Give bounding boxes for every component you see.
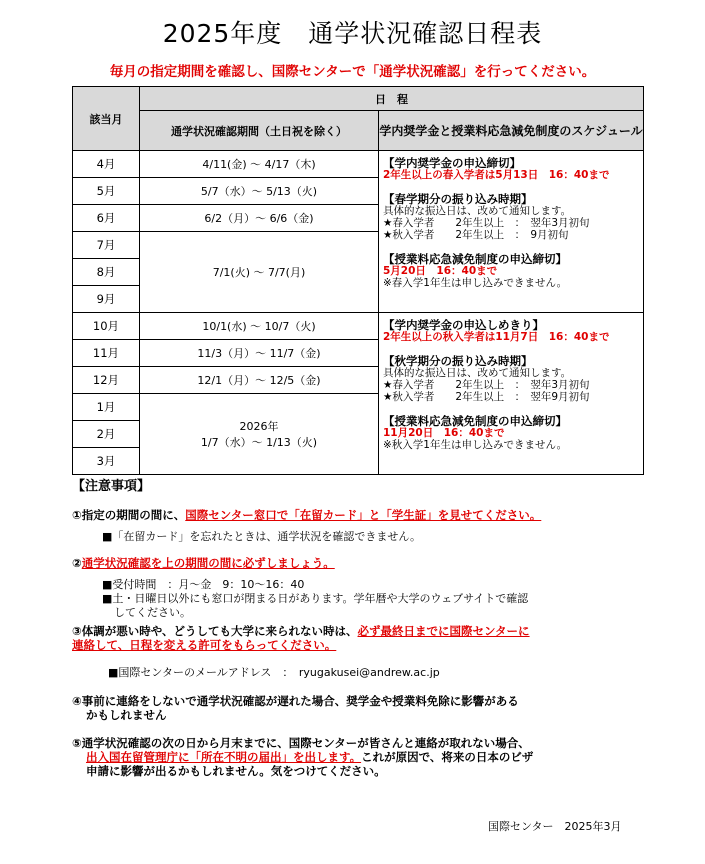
month-header: 該当月 — [73, 87, 140, 151]
spring-tuition-heading: 【授業料応急減免制度の申込締切】 — [383, 252, 567, 266]
month-cell: 1月 — [73, 394, 140, 421]
fall-transfer-note: 具体的な振込日は、改めて通知します。 — [383, 367, 572, 379]
spring-scholarship-deadline: 2年生以上の春入学者は5月13日 16：40まで — [383, 169, 610, 181]
month-cell: 2月 — [73, 421, 140, 448]
month-cell: 3月 — [73, 448, 140, 475]
period-header: 通学状況確認期間（土日祝を除く） — [140, 111, 379, 151]
fall-schedule — [379, 313, 644, 475]
fall-scholarship-heading: 【学内奨学金の申込しめきり】 — [383, 318, 544, 332]
period-dates: 1/7（水）～ 1/13（火) — [200, 436, 318, 449]
note-2-sub2: ■土・日曜日以外にも窓口が閉まる日があります。学年暦や大学のウェブサイトで確認 — [102, 592, 529, 605]
month-cell: 5月 — [73, 178, 140, 205]
footer: 国際センター 2025年3月 — [488, 820, 622, 833]
fall-tuition-note: ※秋入学1年生は申し込みできません。 — [383, 439, 568, 451]
month-cell: 11月 — [73, 340, 140, 367]
fall-tuition-deadline: 11月20日 16：40まで — [383, 427, 505, 439]
spring-schedule — [379, 151, 644, 313]
fall-transfer-spring: ★春入学者 2年生以上 ： 翌年3月初旬 — [383, 379, 590, 391]
month-cell: 8月 — [73, 259, 140, 286]
page-title: 2025年度 通学状況確認日程表 — [162, 19, 543, 48]
notes-section — [72, 480, 652, 778]
schedule-table — [72, 86, 644, 475]
fall-transfer-heading: 【秋学期分の振り込み時期】 — [383, 354, 533, 368]
spring-transfer-spring: ★春入学者 2年生以上 ： 翌年3月初旬 — [383, 217, 590, 229]
note-3: ③体調が悪い時や、どうしても大学に来られない時は、必ず最終日までに国際センターに 連絡して、日程を変える許可をもらってください。 — [72, 624, 530, 652]
note-4: ④事前に連絡をしないで通学状況確認が遅れた場合、奨学金や授業料免除に影響がある かもしれません — [72, 694, 519, 722]
note-3-email: ■国際センターのメールアドレス ： ryugakusei@andrew.ac.jp — [108, 666, 440, 679]
schedule-header: 日 程 — [140, 87, 644, 111]
note-1-sub: ■「在留カード」を忘れたときは、通学状況を確認できません。 — [102, 530, 422, 543]
month-cell: 6月 — [73, 205, 140, 232]
month-cell: 10月 — [73, 313, 140, 340]
period-cell: 6/2（月）～ 6/6（金) — [140, 205, 379, 232]
period-cell: 4/11(金) ～ 4/17（木) — [140, 151, 379, 178]
note-1: ①指定の期間の間に、国際センター窓口で「在留カード」と「学生証」を見せてください。 — [72, 508, 542, 522]
note-5: ⑤通学状況確認の次の日から月末までに、国際センターが皆さんと連絡が取れない場合、 出入国在留管理庁に「所在不明の届出」を出します。これが原因で、将来の日本のビザ 申請に影響が出るかもしれません。気をつけてください。 — [72, 736, 534, 778]
note-2-sub1: ■受付時間 ：月～金 9：10～16：40 — [102, 578, 305, 591]
fall-transfer-fall: ★秋入学者 2年生以上 ： 翌年9月初旬 — [383, 391, 590, 403]
month-cell: 7月 — [73, 232, 140, 259]
right-header: 学内奨学金と授業料応急減免制度のスケジュール — [379, 111, 644, 151]
spring-tuition-note: ※春入学1年生は申し込みできません。 — [383, 277, 568, 289]
spring-tuition-deadline: 5月20日 16：40まで — [383, 265, 498, 277]
period-cell — [140, 394, 379, 475]
month-cell: 9月 — [73, 286, 140, 313]
note-2-sub3: してください。 — [114, 606, 191, 619]
period-cell: 11/3（月）～ 11/7（金) — [140, 340, 379, 367]
period-year: 2026年 — [239, 420, 279, 433]
spring-scholarship-heading: 【学内奨学金の申込締切】 — [383, 156, 521, 170]
fall-tuition-heading: 【授業料応急減免制度の申込締切】 — [383, 414, 567, 428]
month-cell: 12月 — [73, 367, 140, 394]
period-cell: 5/7（水）～ 5/13（火) — [140, 178, 379, 205]
spring-transfer-heading: 【春学期分の振り込み時期】 — [383, 192, 533, 206]
spring-transfer-note: 具体的な振込日は、改めて通知します。 — [383, 205, 572, 217]
notes-heading: 【注意事項】 — [72, 479, 151, 494]
period-cell: 10/1(水) ～ 10/7（火) — [140, 313, 379, 340]
month-cell: 4月 — [73, 151, 140, 178]
period-cell: 7/1(火) ～ 7/7(月) — [140, 232, 379, 313]
page-subtitle: 毎月の指定期間を確認し、国際センターで「通学状況確認」を行ってください。 — [109, 64, 596, 80]
spring-transfer-fall: ★秋入学者 2年生以上 ： 9月初旬 — [383, 229, 569, 241]
period-cell: 12/1（月）～ 12/5（金) — [140, 367, 379, 394]
fall-scholarship-deadline: 2年生以上の秋入学者は11月7日 16：40まで — [383, 331, 610, 343]
note-2: ②通学状況確認を上の期間の間に必ずしましょう。 — [72, 556, 335, 570]
